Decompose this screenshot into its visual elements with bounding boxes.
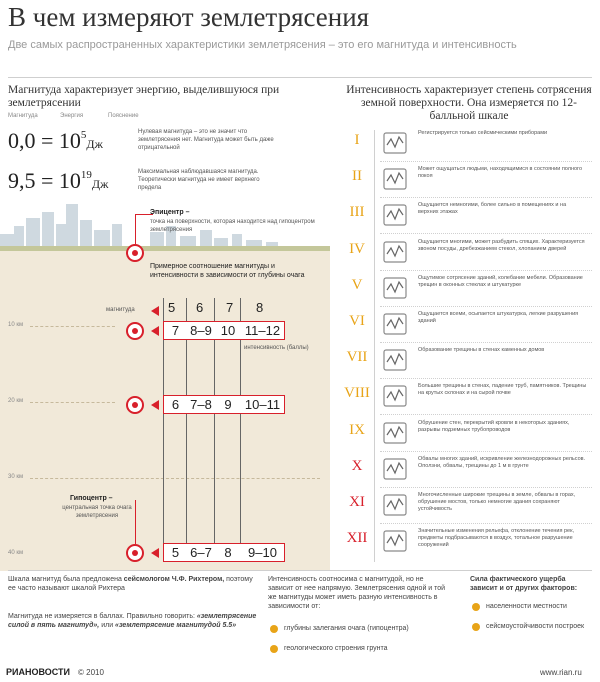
magnitude-5: 5 bbox=[168, 300, 176, 315]
depth-label-20: 20 км bbox=[8, 398, 24, 404]
intensity-row-10km bbox=[163, 321, 285, 340]
ground-cracks-icon bbox=[382, 492, 408, 518]
intensity-level-12: XII bbox=[346, 530, 368, 546]
focus-10km bbox=[126, 322, 144, 340]
epicenter-desc: точка на поверхности, которая находится над гипоцентром землетрясения bbox=[150, 219, 315, 233]
hypocenter-desc: центральная точка очага землетрясения bbox=[62, 505, 132, 519]
depth-label-40: 40 км bbox=[8, 550, 24, 556]
intensity-level-desc: Ощущается многими, может разбудить спящих. Характеризуется звоном посуды, дребезжанием стекол, хлопанием дверей bbox=[418, 239, 585, 252]
cell: 10 bbox=[220, 323, 236, 338]
magnitude-axis-label: магнитуда bbox=[106, 307, 135, 313]
cracked-plaster-icon bbox=[382, 275, 408, 301]
intensity-row-separator bbox=[380, 342, 592, 343]
magnitude-intro: Магнитуда характеризует энергию, выделившуюся при землетрясении bbox=[8, 84, 280, 109]
intensity-level-desc: Ощутимое сотрясение зданий, колебание мебели. Образование трещин в оконных стеклах и штукатурке bbox=[418, 275, 583, 288]
cracked-wall-icon bbox=[382, 311, 408, 337]
lamp-swing-icon bbox=[382, 202, 408, 228]
hypocenter-leader bbox=[135, 500, 136, 544]
formula-max-note: Максимальная наблюдавшаяся магнитуда. Теоретически магнитуда не имеет верхнего предела bbox=[138, 169, 260, 191]
formula-min: $0,0 = 10^5Дж$ bbox=[8, 128, 103, 153]
intensity-level-11: XI bbox=[349, 494, 365, 510]
collapsed-roof-icon bbox=[382, 420, 408, 446]
intensity-level-desc: Значительные изменения рельефа, отклонение течения рек, предметы подбрасываются в воздух, тотальное разрушение сооружений bbox=[418, 528, 575, 548]
intensity-axis-label: интенсивность (баллы) bbox=[244, 345, 309, 351]
epicenter-leader bbox=[135, 214, 136, 244]
footer-units-note: Магнитуда не измеряется в баллах. Правильно говорить: «землетрясение силой в пять магнитуд», или «землетрясение магнитудой 5.5» bbox=[8, 613, 257, 629]
header-divider bbox=[8, 77, 592, 78]
magnitude-8: 8 bbox=[256, 300, 264, 315]
bent-rails-icon bbox=[382, 456, 408, 482]
intensity-row-separator bbox=[380, 523, 592, 524]
footer-damage-item-1: населенности местности bbox=[486, 603, 567, 610]
footer-damage-item-2: сейсмоустойчивости построек bbox=[486, 623, 585, 630]
formula-min-note: Нулевая магнитуда – это не значит что землетрясения нет. Магнитуда может быть даже отрицательной bbox=[138, 129, 274, 151]
intensity-level-10: X bbox=[351, 458, 363, 474]
footer-damage: Сила фактического ущерба зависит и от других факторов: bbox=[470, 576, 578, 592]
cell: 9 bbox=[224, 397, 232, 412]
footer-dependency: Интенсивность соотносима с магнитудой, но не зависит от нее напрямую. Землетрясения одной и той же магнитуды может иметь разную интенсивность в зависимости от: bbox=[268, 576, 446, 610]
dishes-icon bbox=[382, 239, 408, 265]
intensity-level-desc: Может ощущаться людьми, находящимися в состоянии полного покоя bbox=[418, 166, 582, 179]
intensity-level-2: II bbox=[352, 168, 362, 184]
epicenter-marker bbox=[126, 244, 144, 262]
intensity-row-separator bbox=[380, 451, 592, 452]
hypocenter-title: Гипоцентр – bbox=[70, 495, 113, 502]
cell: 10–11 bbox=[244, 397, 281, 412]
intensity-row-40km bbox=[163, 543, 285, 562]
building-bullet-icon bbox=[472, 623, 480, 631]
col-header-magnitude: Магнитуда bbox=[8, 113, 38, 119]
cell: 5 bbox=[171, 545, 180, 560]
row-40km-arrow bbox=[151, 548, 159, 558]
cell: 7–8 bbox=[190, 397, 212, 412]
intensity-level-desc: Образование трещины в стенах каменных домов bbox=[418, 347, 545, 353]
intensity-row-separator bbox=[380, 233, 592, 234]
footer-dependency-item-1: глубины залегания очага (гипоцентра) bbox=[284, 625, 409, 632]
intensity-row-separator bbox=[380, 161, 592, 162]
page-subtitle: Две самых распространенных характеристики землетрясения – это его магнитуда и интенсивность bbox=[8, 39, 517, 51]
intensity-intro: Интенсивность характеризует степень сотрясения земной поверхности. Она измеряется по 12-балльной шкале bbox=[346, 84, 592, 122]
intensity-row-separator bbox=[380, 378, 592, 379]
broken-pipe-icon bbox=[382, 383, 408, 409]
col-header-note: Пояснение bbox=[108, 113, 139, 119]
intensity-level-3: III bbox=[349, 204, 365, 220]
cell: 6 bbox=[171, 397, 180, 412]
intensity-level-desc: Большие трещины в стенах, падение труб, памятников. Трещины на крутых склонах и на сырой почве bbox=[418, 383, 587, 396]
col-header-energy: Энергия bbox=[60, 113, 84, 119]
intensity-level-desc: Регистрируется только сейсмическими приборами bbox=[418, 130, 548, 136]
ria-logo: РИАНОВОСТИ bbox=[6, 667, 70, 677]
focus-20km bbox=[126, 396, 144, 414]
intensity-level-desc: Обвалы многих зданий, искривление железнодорожных рельсов. Оползни, обвалы, трещины до 1 м в грунте bbox=[418, 456, 586, 469]
footer-divider bbox=[8, 570, 592, 571]
source-url: www.rian.ru bbox=[540, 668, 582, 677]
intensity-scale-line bbox=[374, 130, 375, 562]
intensity-level-6: VI bbox=[349, 313, 365, 329]
intensity-level-desc: Ощущается немногими, более сильно в помещениях и на верхних этажах bbox=[418, 202, 567, 215]
intensity-row-separator bbox=[380, 414, 592, 415]
intensity-level-9: IX bbox=[349, 422, 365, 438]
row-10km-arrow bbox=[151, 326, 159, 336]
intensity-row-separator bbox=[380, 270, 592, 271]
brick-wall-icon bbox=[382, 347, 408, 373]
intensity-row-20km bbox=[163, 395, 285, 414]
magnitude-axis-arrow bbox=[151, 306, 159, 316]
cell: 7 bbox=[171, 323, 180, 338]
epicenter-title: Эпицентр – bbox=[150, 209, 190, 216]
formula-max: $9,5 = 10^{19}Дж$ bbox=[8, 168, 109, 193]
intensity-row-separator bbox=[380, 487, 592, 488]
population-bullet-icon bbox=[472, 603, 480, 611]
depth-label-10: 10 км bbox=[8, 322, 24, 328]
intensity-level-7: VII bbox=[346, 349, 368, 365]
cell: 8 bbox=[224, 545, 232, 560]
copyright: © 2010 bbox=[78, 668, 104, 677]
depth-line-30 bbox=[30, 478, 320, 479]
cell: 9–10 bbox=[248, 545, 277, 560]
intensity-level-1: I bbox=[354, 132, 360, 148]
cell: 11–12 bbox=[244, 323, 281, 338]
intensity-level-8: VIII bbox=[344, 385, 370, 401]
magnitude-6: 6 bbox=[196, 300, 204, 315]
intensity-level-5: V bbox=[351, 277, 363, 293]
intensity-level-desc: Ощущается всеми, осыпается штукатурка, легкие разрушения зданий bbox=[418, 311, 579, 324]
footer-dependency-item-2: геологического строения грунта bbox=[284, 645, 388, 652]
cell: 8–9 bbox=[190, 323, 212, 338]
page-title: В чем измеряют землетрясения bbox=[8, 2, 370, 32]
sleeping-person-icon bbox=[382, 166, 408, 192]
intensity-level-desc: Многочисленные широкие трещины в земле, обвалы в горах, обрушение мостов, только немногие здания сохраняют устойчивость bbox=[418, 492, 576, 512]
depth-line-20 bbox=[30, 402, 115, 403]
intensity-level-desc: Обрушение стен, перекрытий кровли в некоторых зданиях, разрывы подземных трубопроводов bbox=[418, 420, 570, 433]
landscape-change-icon bbox=[382, 528, 408, 554]
row-20km-arrow bbox=[151, 400, 159, 410]
depth-line-10 bbox=[30, 326, 115, 327]
depth-label-30: 30 км bbox=[8, 474, 24, 480]
footer-richter-note: Шкала магнитуд была предложена сейсмологом Ч.Ф. Рихтером, поэтому ее часто называют шкалой Рихтера bbox=[8, 576, 253, 592]
intensity-row-separator bbox=[380, 197, 592, 198]
focus-40km bbox=[126, 544, 144, 562]
magnitude-7: 7 bbox=[226, 300, 234, 315]
relation-title: Примерное соотношение магнитуды и интенсивности в зависимости от глубины очага bbox=[150, 263, 305, 279]
cell: 6–7 bbox=[190, 545, 212, 560]
ground-bullet-icon bbox=[270, 645, 278, 653]
depth-bullet-icon bbox=[270, 625, 278, 633]
seismograph-icon bbox=[382, 130, 408, 156]
intensity-level-4: IV bbox=[349, 241, 365, 257]
intensity-row-separator bbox=[380, 306, 592, 307]
